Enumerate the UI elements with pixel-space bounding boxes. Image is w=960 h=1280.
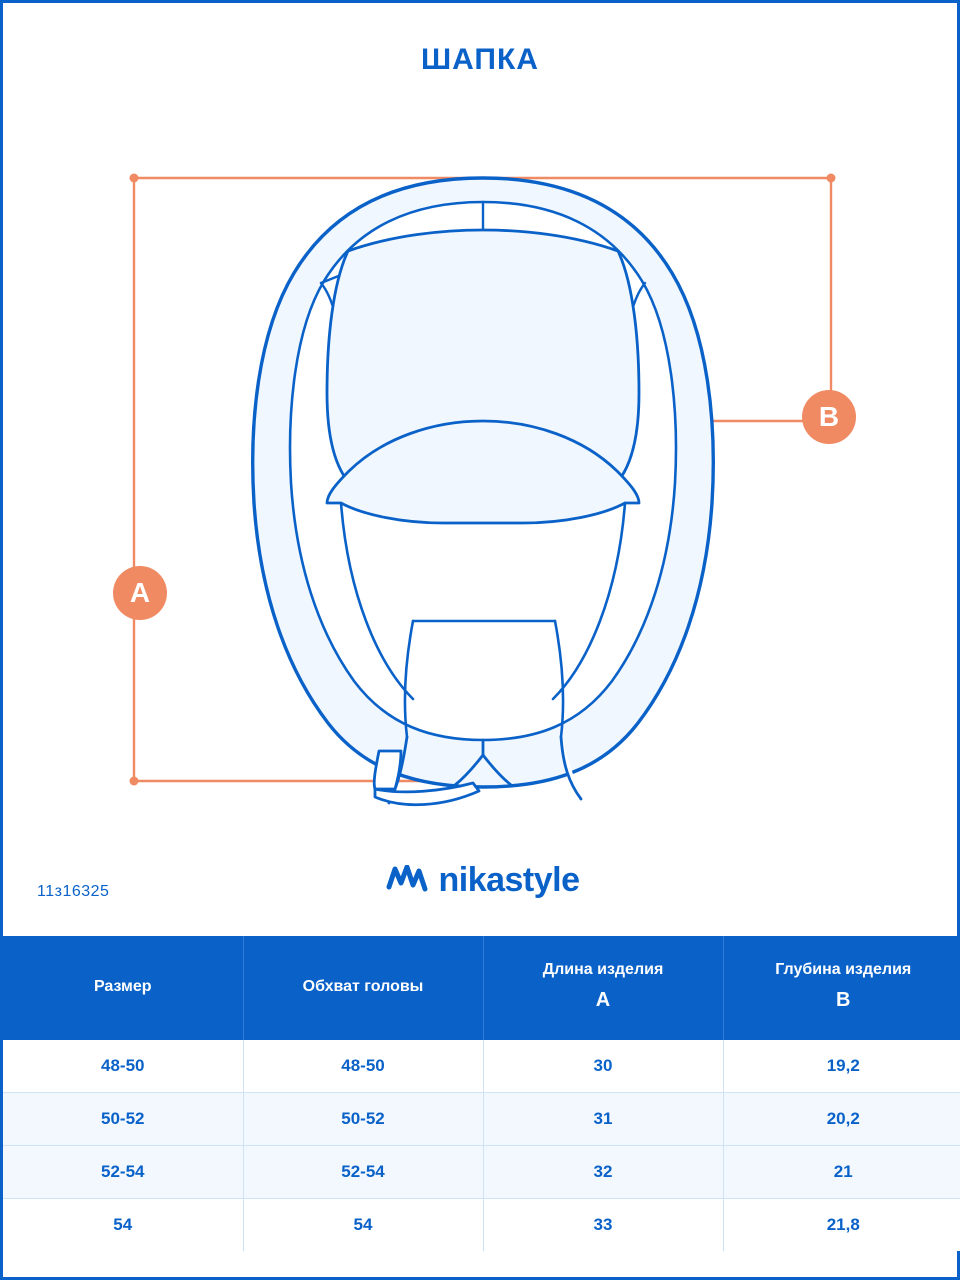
cell-size: 52-54 [3,1145,243,1198]
table-header-length-letter: A [595,988,611,1011]
cell-length: 30 [483,1040,723,1093]
table-row [3,1198,960,1251]
cell-size: 48-50 [3,1040,243,1093]
cell-length: 33 [483,1198,723,1251]
table-row [3,1040,960,1093]
cell-depth: 21,8 [723,1198,960,1251]
cell-size: 50-52 [3,1092,243,1145]
cell-head-circumference: 54 [243,1198,483,1251]
cell-depth: 20,2 [723,1092,960,1145]
table-header-length: Длина изделия A [483,936,723,1040]
measure-badge-b: B [802,390,856,444]
cell-length: 31 [483,1092,723,1145]
brand-logo [3,861,960,904]
size-table [3,936,960,1251]
cell-head-circumference: 52-54 [243,1145,483,1198]
table-header-row [3,936,960,1040]
table-row [3,1145,960,1198]
brand-row [3,861,960,931]
hat-technical-drawing [3,123,960,843]
cell-length: 32 [483,1145,723,1198]
nikastyle-mark-icon [386,865,428,904]
cell-depth: 19,2 [723,1040,960,1093]
table-header-depth-letter: B [836,988,851,1011]
cell-head-circumference: 48-50 [243,1040,483,1093]
table-header-head-circumference: Обхват головы [243,936,483,1040]
table-row [3,1092,960,1145]
measure-badge-a: A [113,566,167,620]
cell-size: 54 [3,1198,243,1251]
page-title: ШАПКА [421,43,539,76]
article-number: 11з16325 [37,883,110,900]
table-header-depth: Глубина изделия B [723,936,960,1040]
table-header-size: Размер [3,936,243,1040]
cell-depth: 21 [723,1145,960,1198]
brand-name: nikastyle [438,861,580,899]
cell-head-circumference: 50-52 [243,1092,483,1145]
product-diagram [3,123,960,843]
